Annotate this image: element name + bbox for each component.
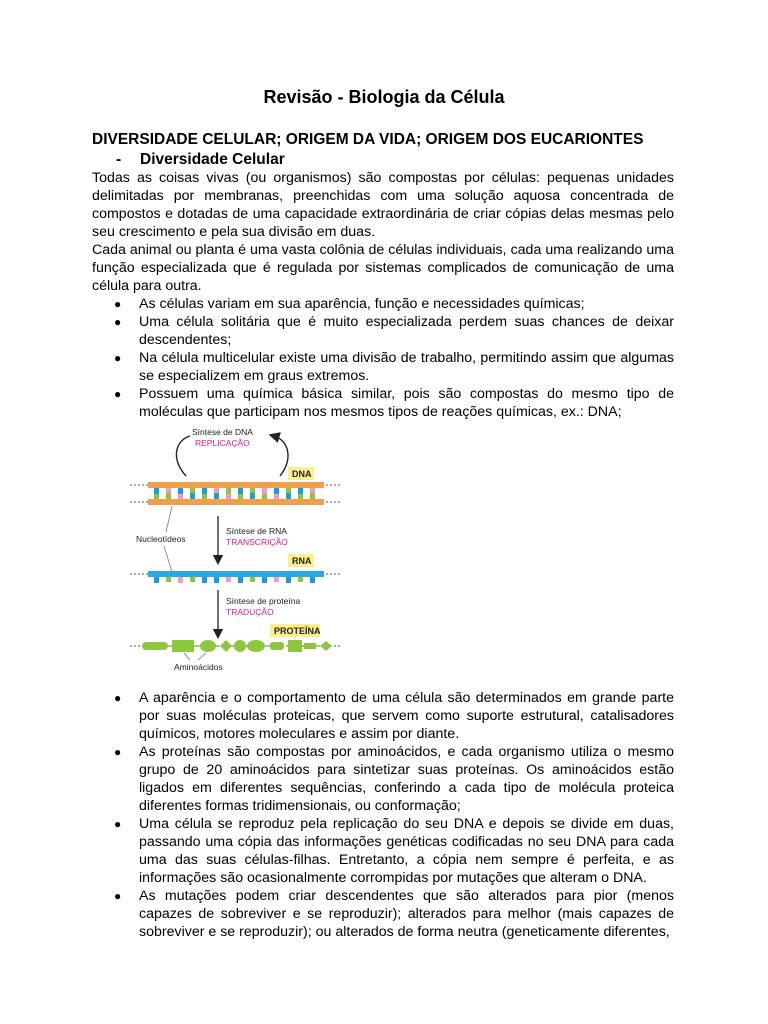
amino-acid xyxy=(304,643,316,649)
protein-label: PROTEÍNA xyxy=(274,626,321,636)
nucleotide-pointer xyxy=(166,506,172,532)
subsection-label: Diversidade Celular xyxy=(140,151,285,168)
dna-base xyxy=(166,493,171,499)
rna-base xyxy=(286,577,291,583)
list-item xyxy=(92,887,674,941)
dna-base xyxy=(298,488,303,494)
dna-base xyxy=(226,494,231,499)
amino-acid xyxy=(142,642,168,650)
list-item xyxy=(92,815,674,887)
dna-base xyxy=(250,488,255,493)
dna-label: DNA xyxy=(292,469,312,479)
rna-base xyxy=(238,577,243,583)
dna-base xyxy=(190,488,195,493)
list-item-text: A aparência e o comportamento de uma célula são determinados em grande parte por suas moléculas proteicas, que servem como suporte estrutural, catalisadores químicos, motores moleculares e assim por diante. xyxy=(139,690,674,742)
rna-base xyxy=(274,577,279,582)
dna-base xyxy=(262,488,267,494)
amino-acid xyxy=(200,640,216,652)
bullet-list-top xyxy=(92,295,674,421)
bullet-icon: ● xyxy=(114,817,122,831)
dna-backbone-bottom xyxy=(148,499,324,505)
rna-base xyxy=(166,577,171,582)
nucleotides-label: Nucleotídeos xyxy=(136,534,186,544)
amino-acid-pointer xyxy=(184,653,190,660)
dna-base xyxy=(250,493,255,499)
dna-base xyxy=(262,494,267,499)
section-heading: DIVERSIDADE CELULAR; ORIGEM DA VIDA; ORIGEM DOS EUCARIONTES xyxy=(92,131,644,148)
dna-base xyxy=(178,494,183,499)
replication-arrow-right xyxy=(274,436,288,476)
dna-base xyxy=(166,488,171,493)
rna-base xyxy=(190,577,195,582)
rna-synthesis-label: Síntese de RNA xyxy=(226,526,287,536)
dna-base xyxy=(298,494,303,499)
rna-base xyxy=(226,577,231,582)
list-item xyxy=(92,295,674,313)
list-item xyxy=(92,689,674,743)
subsection-heading xyxy=(116,150,676,170)
dna-base xyxy=(202,488,207,494)
list-item-text: Uma célula se reproduz pela replicação do seu DNA e depois se divide em duas, passando uma cópia das informações genéticas codificadas no seu DNA para cada uma das suas células-filhas. Entretanto, a cópia nem sempre é perfeita, e as informações são ocasionalmente corrompidas por mutações que alteram o DNA. xyxy=(139,816,674,886)
bullet-icon: ● xyxy=(114,315,122,329)
amino-acid xyxy=(288,640,302,652)
rna-base xyxy=(214,577,219,583)
amino-acid xyxy=(220,640,232,652)
amino-acid xyxy=(320,641,332,651)
amino-acids-label: Aminoácidos xyxy=(174,662,223,672)
rna-base xyxy=(298,577,303,582)
subsection-dash: - xyxy=(116,151,122,168)
rna-base xyxy=(202,577,207,583)
bullet-icon: ● xyxy=(114,691,122,705)
bullet-icon: ● xyxy=(114,351,122,365)
amino-acid xyxy=(234,640,246,652)
dna-base xyxy=(226,488,231,494)
rna-bases xyxy=(154,577,315,583)
paragraph-1: Todas as coisas vivas (ou organismos) são compostas por células: pequenas unidades delimitadas por membranas, preenchidas com uma solução aquosa concentrada de compostos e dotadas de uma capacidade extraordinária de criar cópias delas mesmas pelo seu crescimento e pela sua divisão em duas. xyxy=(92,170,674,240)
list-item-text: As proteínas são compostas por aminoácidos, e cada organismo utiliza o mesmo grupo de 20 aminoácidos para sintetizar suas proteínas. Os aminoácidos estão ligados em diferentes sequências, conferindo a cada tipo de molécula proteica diferentes formas tridimensionais, ou conformação; xyxy=(139,744,674,814)
rna-base xyxy=(310,577,315,583)
bullet-icon: ● xyxy=(114,745,122,759)
list-item xyxy=(92,743,674,815)
amino-acid xyxy=(172,640,194,652)
translation-label: TRADUÇÃO xyxy=(226,607,274,617)
dna-backbone-top xyxy=(148,482,324,488)
rna-base xyxy=(154,577,159,583)
list-item xyxy=(92,349,674,385)
dna-bases xyxy=(154,488,315,499)
list-item-text: As mutações podem criar descendentes que são alterados para pior (menos capazes de sobreviver e se reproduzir); alterados para melhor (mais capazes de sobreviver e se reproduzir); ou alterados de forma neutra (geneticamente diferentes, xyxy=(139,888,674,940)
bullet-icon: ● xyxy=(114,387,122,401)
central-dogma-figure xyxy=(128,424,350,676)
rna-label: RNA xyxy=(292,556,312,566)
dna-base xyxy=(286,493,291,499)
dna-base xyxy=(274,494,279,499)
dna-base xyxy=(238,494,243,499)
dna-base xyxy=(310,488,315,493)
list-item-text: Uma célula solitária que é muito especializada perdem suas chances de deixar descendentes; xyxy=(139,314,674,348)
bullet-icon: ● xyxy=(114,889,122,903)
protein-synthesis-label: Síntese de proteína xyxy=(226,596,301,606)
dna-base xyxy=(154,488,159,494)
dna-base xyxy=(310,493,315,499)
dna-base xyxy=(178,488,183,494)
dna-base xyxy=(286,488,291,493)
rna-base xyxy=(250,577,255,582)
dna-base xyxy=(214,493,219,499)
list-item-text: Na célula multicelular existe uma divisão de trabalho, permitindo assim que algumas se especializem em graus extremos. xyxy=(139,350,674,384)
dna-base xyxy=(214,488,219,493)
dna-base xyxy=(154,494,159,499)
dna-base xyxy=(238,488,243,494)
amino-acid-pointer xyxy=(198,653,206,660)
dna-base xyxy=(190,493,195,499)
replication-label: REPLICAÇÃO xyxy=(195,438,250,448)
nucleotide-pointer xyxy=(164,546,172,572)
paragraph-2: Cada animal ou planta é uma vasta colônia de células individuais, cada uma realizando uma função especializada que é regulada por sistemas complicados de comunicação de uma célula para outra. xyxy=(92,242,674,294)
list-item xyxy=(92,313,674,349)
amino-acid xyxy=(270,642,284,650)
dna-base xyxy=(274,488,279,494)
rna-base xyxy=(262,577,267,583)
central-dogma-diagram xyxy=(128,424,350,676)
list-item-text: As células variam em sua aparência, função e necessidades químicas; xyxy=(139,296,585,312)
replication-arrow-left xyxy=(176,436,190,476)
rna-backbone xyxy=(148,571,324,577)
list-item xyxy=(92,385,674,421)
bullet-icon: ● xyxy=(114,297,122,311)
page-title: Revisão - Biologia da Célula xyxy=(263,87,505,107)
dna-base xyxy=(202,494,207,499)
bullet-list-bottom xyxy=(92,689,674,941)
rna-base xyxy=(178,577,183,583)
dna-synthesis-label: Síntese de DNA xyxy=(192,427,253,437)
amino-acid xyxy=(247,640,265,652)
transcription-label: TRANSCRIÇÃO xyxy=(226,537,288,547)
list-item-text: Possuem uma química básica similar, pois são compostas do mesmo tipo de moléculas que participam nos mesmos tipos de reações químicas, ex.: DNA; xyxy=(139,386,674,420)
